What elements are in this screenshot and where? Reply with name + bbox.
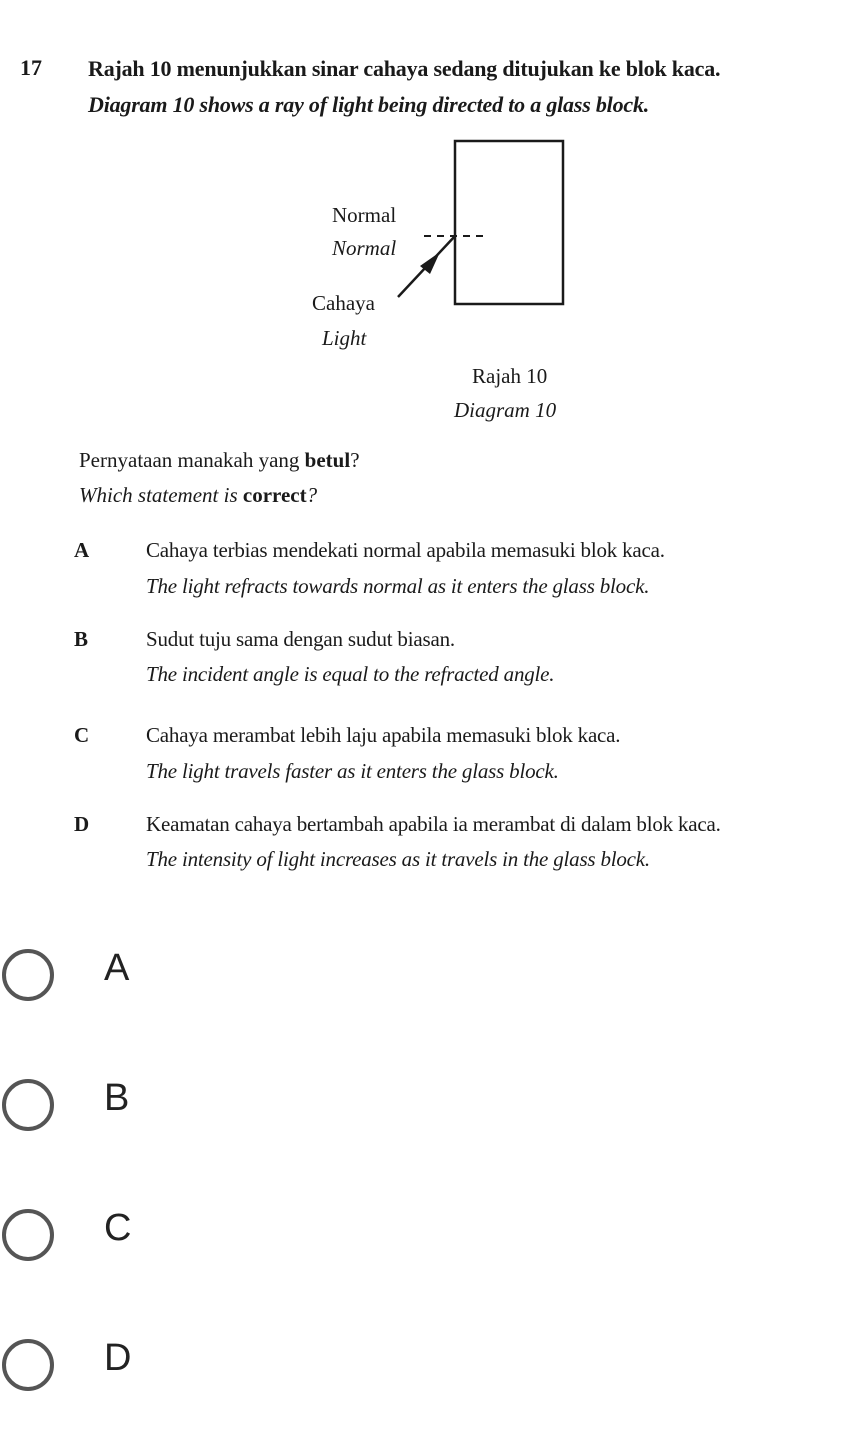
label-normal-malay: Normal (332, 203, 397, 227)
answer-choice-b[interactable] (0, 1063, 863, 1153)
option-d-english: The intensity of light increases as it travels in the glass block. (146, 847, 650, 871)
label-light-english: Light (322, 326, 367, 350)
option-b-malay: Sudut tuju sama dengan sudut biasan. (146, 627, 455, 651)
prompt-malay: Pernyataan manakah yang betul? (79, 448, 360, 472)
option-a-letter: A (74, 538, 90, 562)
answer-choice-label: D (104, 1337, 132, 1379)
caption-english: Diagram 10 (454, 398, 557, 422)
answer-choice-d[interactable] (0, 1323, 863, 1413)
question-stem-malay: Rajah 10 menunjukkan sinar cahaya sedang ditujukan ke blok kaca. (88, 56, 721, 81)
option-d-letter: D (74, 812, 90, 836)
prompt-english: Which statement is correct? (79, 483, 318, 507)
option-a-malay: Cahaya terbias mendekati normal apabila memasuki blok kaca. (146, 538, 665, 562)
label-light-malay: Cahaya (312, 291, 375, 315)
radio-unchecked-icon[interactable] (2, 949, 54, 1001)
option-c-malay: Cahaya merambat lebih laju apabila memasuki blok kaca. (146, 723, 621, 747)
radio-unchecked-icon[interactable] (2, 1079, 54, 1131)
label-normal-english: Normal (332, 236, 397, 260)
glass-block (455, 141, 563, 304)
answer-choice-a[interactable] (0, 933, 863, 1023)
radio-unchecked-icon[interactable] (2, 1339, 54, 1391)
caption-malay: Rajah 10 (472, 364, 548, 388)
answer-choice-c[interactable] (0, 1193, 863, 1283)
answer-choice-label: A (104, 947, 130, 989)
option-a-english: The light refracts towards normal as it enters the glass block. (146, 574, 650, 598)
answer-choice-label: C (104, 1207, 132, 1249)
option-c-letter: C (74, 723, 90, 747)
option-b-letter: B (74, 627, 89, 651)
diagram-10 (0, 0, 863, 440)
answer-choice-label: B (104, 1077, 130, 1119)
option-b-english: The incident angle is equal to the refracted angle. (146, 662, 555, 686)
option-d-malay: Keamatan cahaya bertambah apabila ia merambat di dalam blok kaca. (146, 812, 721, 836)
option-c-english: The light travels faster as it enters the glass block. (146, 759, 559, 783)
question-number: 17 (20, 55, 42, 80)
radio-unchecked-icon[interactable] (2, 1209, 54, 1261)
question-stem-english: Diagram 10 shows a ray of light being directed to a glass block. (88, 92, 650, 117)
